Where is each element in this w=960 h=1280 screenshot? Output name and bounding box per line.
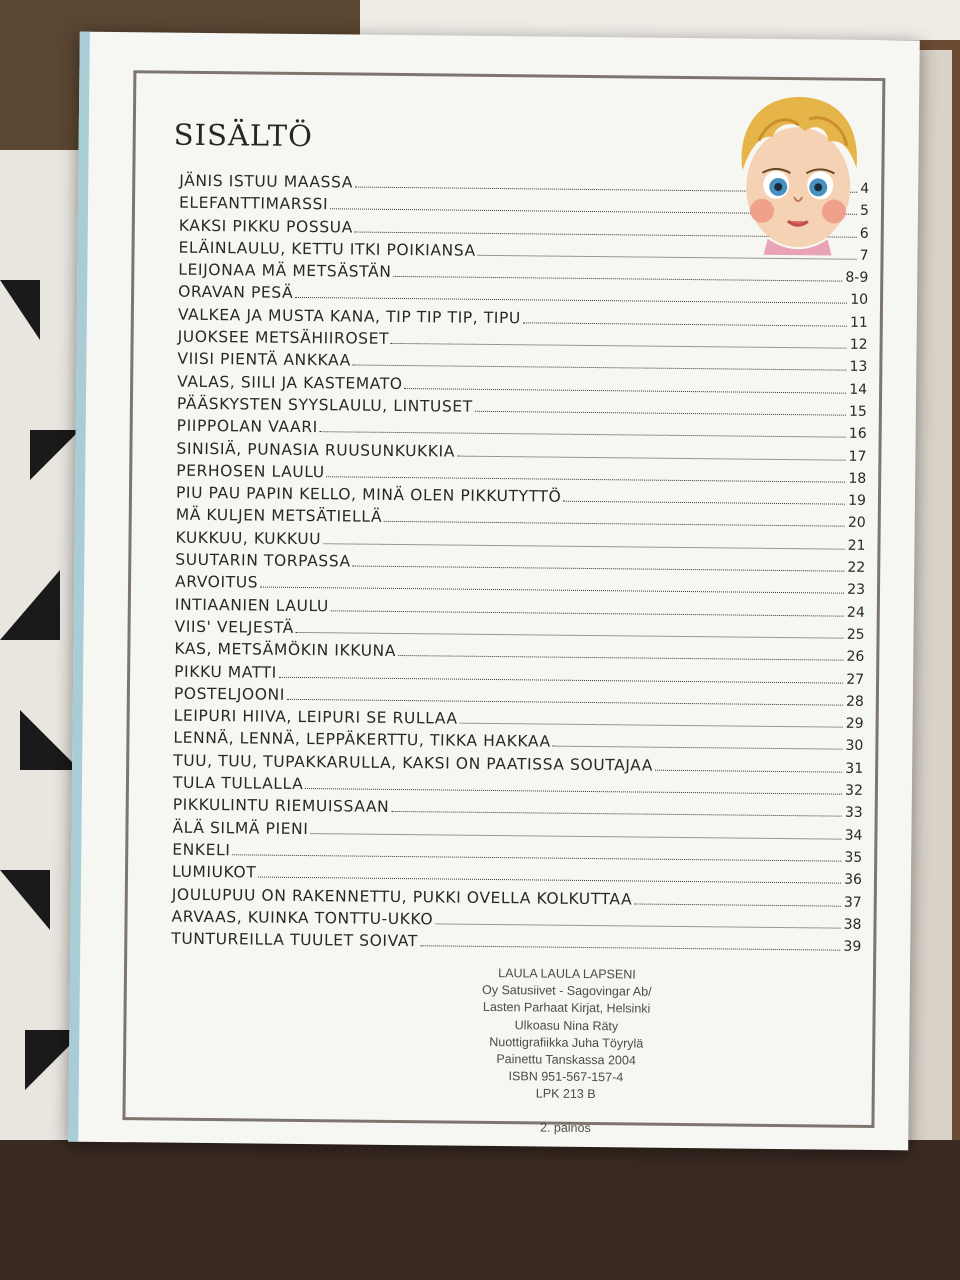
- dot-leader: [391, 811, 842, 817]
- dot-leader: [420, 945, 841, 950]
- toc-entry-page-number: 21: [847, 537, 866, 554]
- toc-entry-page-number: 23: [847, 582, 866, 599]
- toc-entry-page-number: 38: [843, 916, 862, 933]
- toc-entry-page-number: 16: [848, 425, 867, 443]
- toc-entry-title: ARVOITUS: [174, 573, 259, 592]
- toc-entry-title: LEIPURI HIIVA, LEIPURI SE RULLAA: [173, 706, 458, 728]
- dot-leader: [258, 877, 841, 884]
- toc-entry-page-number: 13: [849, 359, 868, 376]
- dot-leader: [353, 566, 845, 572]
- imprint-line: Oy Satusiivet - Sagovingar Ab/: [481, 983, 652, 999]
- toc-entry-title: PIU PAU PAPIN KELLO, MINÄ OLEN PIKKUTYTTÖ: [175, 483, 562, 506]
- toc-entry-page-number: 36: [844, 871, 863, 889]
- dot-leader: [457, 455, 846, 460]
- toc-entry-title: SINISIÄ, PUNASIA RUUSUNKUKKIA: [176, 439, 456, 461]
- wooden-floor: [0, 1140, 960, 1280]
- toc-entry-page-number: 19: [848, 492, 867, 510]
- toc-entry-page-number: 35: [844, 849, 863, 866]
- toc-entry-page-number: 37: [843, 894, 862, 911]
- dot-leader: [384, 521, 845, 527]
- toc-entry-page-number: 8-9: [845, 269, 869, 287]
- toc-entry-title: LENNÄ, LENNÄ, LEPPÄKERTTU, TIKKA HAKKAA: [173, 729, 551, 752]
- imprint-block: [455, 965, 677, 1138]
- toc-entry-title: JOULUPUU ON RAKENNETTU, PUKKI OVELLA KOLKUTTAA: [171, 885, 633, 908]
- dot-leader: [393, 276, 842, 282]
- toc-entry-title: LUMIUKOT: [171, 862, 257, 882]
- imprint-line: Nuottigrafiikka Juha Töyrylä: [489, 1034, 644, 1051]
- toc-entry-title: PERHOSEN LAULU: [176, 461, 325, 482]
- toc-entry-page-number: 30: [845, 738, 864, 755]
- toc-entry-page-number: 39: [843, 938, 862, 955]
- toc-entry-title: PIKKULINTU RIEMUISSAAN: [172, 795, 390, 817]
- dot-leader: [331, 610, 844, 616]
- contents-heading: SISÄLTÖ: [173, 117, 314, 154]
- toc-entry-title: KAKSI PIKKU POSSUA: [178, 216, 353, 237]
- toc-entry-page-number: 15: [848, 403, 867, 420]
- toc-entry-title: ARVAAS, KUINKA TONTTU-UKKO: [171, 907, 434, 929]
- toc-entry-title: JÄNIS ISTUU MAASSA: [179, 171, 354, 192]
- toc-entry-title: PIIPPOLAN VAARI: [176, 416, 318, 437]
- dot-leader: [563, 501, 845, 505]
- toc-entry-page-number: 18: [848, 470, 867, 487]
- toc-entry-page-number: 24: [846, 604, 865, 621]
- toc-entry-page-number: 10: [850, 292, 869, 309]
- imprint-line: ISBN 951-567-157-4: [508, 1069, 624, 1085]
- toc-entry-title: TUNTUREILLA TUULET SOIVAT: [171, 929, 419, 951]
- toc-entry-page-number: 4: [860, 180, 870, 197]
- toc-entry-title: VIIS' VELJESTÄ: [174, 617, 294, 637]
- toc-entry-title: PIKKU MATTI: [174, 662, 277, 682]
- toc-entry-title: LEIJONAA MÄ METSÄSTÄN: [178, 260, 392, 282]
- toc-entry-title: VIISI PIENTÄ ANKKAA: [177, 350, 351, 370]
- dot-leader: [460, 723, 843, 728]
- dot-leader: [287, 699, 843, 706]
- dot-leader: [353, 365, 847, 371]
- dot-leader: [296, 632, 844, 639]
- toc-entry-title: KAS, METSÄMÖKIN IKKUNA: [174, 639, 397, 661]
- toc-entry-title: ORAVAN PESÄ: [178, 283, 294, 303]
- dot-leader: [323, 543, 844, 549]
- toc-entry-page-number: 14: [849, 381, 868, 398]
- toc-entry-page-number: 7: [859, 247, 869, 264]
- toc-entry-title: MÄ KULJEN METSÄTIELLÄ: [175, 506, 383, 527]
- dot-leader: [391, 343, 847, 349]
- dot-leader: [655, 769, 842, 772]
- toc-entry-title: KUKKUU, KUKKUU: [175, 528, 322, 548]
- dot-leader: [279, 676, 843, 683]
- toc-entry-page-number: 34: [844, 827, 863, 844]
- child-face-illustration: [727, 88, 869, 259]
- dot-leader: [327, 476, 846, 482]
- toc-entry-title: POSTELJOONI: [173, 684, 286, 704]
- edition-label: 2. painos: [539, 1120, 591, 1135]
- book-page: [68, 32, 920, 1151]
- dot-leader: [405, 388, 847, 394]
- toc-entry-title: ENKELI: [172, 840, 231, 860]
- dot-leader: [553, 746, 843, 750]
- dot-leader: [320, 431, 846, 438]
- toc-entry-page-number: 11: [849, 314, 868, 331]
- imprint-line: Ulkoasu Nina Räty: [514, 1017, 619, 1033]
- toc-entry-page-number: 28: [845, 693, 864, 710]
- toc-entry-title: VALKEA JA MUSTA KANA, TIP TIP TIP, TIPU: [177, 305, 522, 328]
- toc-entry-title: ÄLÄ SILMÄ PIENI: [172, 818, 309, 838]
- imprint-line: Lasten Parhaat Kirjat, Helsinki: [482, 1000, 651, 1017]
- toc-entry-page-number: 27: [846, 671, 865, 688]
- toc-entry-page-number: 25: [846, 626, 865, 643]
- dot-leader: [398, 655, 844, 661]
- toc-entry-title: TULA TULLALLA: [172, 773, 304, 794]
- dot-leader: [634, 903, 841, 906]
- toc-entry-page-number: 31: [845, 760, 864, 777]
- toc-entry-page-number: 22: [847, 559, 866, 576]
- toc-entry-page-number: 6: [859, 225, 869, 242]
- toc-entry-page-number: 5: [859, 203, 870, 220]
- dot-leader: [310, 833, 841, 840]
- dot-leader: [475, 411, 846, 416]
- dot-leader: [523, 322, 847, 326]
- toc-entry-title: JUOKSEE METSÄHIIROSET: [177, 327, 390, 348]
- toc-entry-page-number: 20: [847, 515, 866, 532]
- dot-leader: [232, 854, 841, 861]
- toc-entry-title: ELÄINLAULU, KETTU ITKI POIKIANSA: [178, 238, 476, 260]
- toc-entry-title: TUU, TUU, TUPAKKARULLA, KAKSI ON PAATISSA SOUTAJAA: [173, 751, 654, 775]
- dot-leader: [435, 923, 841, 928]
- toc-entry-title: PÄÄSKYSTEN SYYSLAULU, LINTUSET: [176, 394, 473, 416]
- imprint-line: LPK 213 B: [535, 1086, 596, 1102]
- toc-entry-page-number: 32: [845, 782, 864, 799]
- dot-leader: [305, 788, 842, 795]
- toc-entry-title: ELEFANTTIMARSSI: [178, 193, 329, 214]
- dot-leader: [260, 587, 844, 594]
- toc-entry-page-number: 12: [849, 336, 868, 353]
- toc-entry-page-number: 33: [844, 804, 863, 822]
- toc-entry-title: SUUTARIN TORPASSA: [175, 550, 351, 571]
- imprint-line: Painettu Tanskassa 2004: [496, 1052, 636, 1068]
- toc-entry-page-number: 26: [846, 648, 865, 666]
- toc-entry-page-number: 29: [845, 715, 864, 733]
- dot-leader: [295, 297, 847, 304]
- toc-entry-title: INTIAANIEN LAULU: [174, 595, 330, 615]
- imprint-line: LAULA LAULA LAPSENI: [498, 966, 636, 982]
- table-of-contents: [171, 170, 869, 958]
- toc-entry-page-number: 17: [848, 448, 867, 465]
- toc-entry-title: VALAS, SIILI JA KASTEMATO: [177, 372, 403, 393]
